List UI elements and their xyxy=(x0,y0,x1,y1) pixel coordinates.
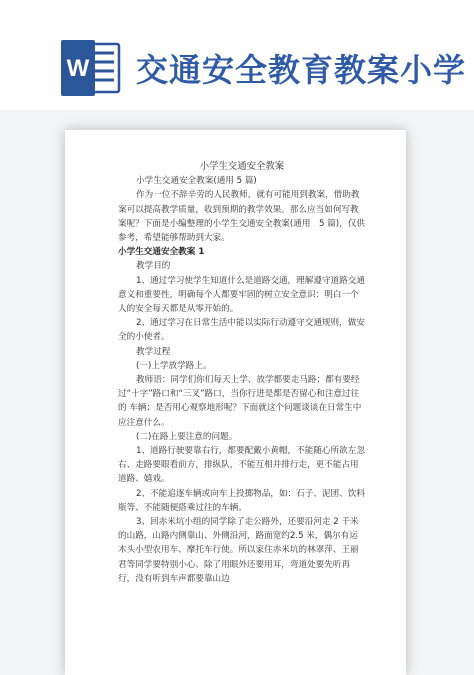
paragraph: 教学过程 xyxy=(136,346,171,357)
section-heading: 小学生交通安全教案 1 xyxy=(118,247,205,258)
svg-text:W: W xyxy=(66,55,90,82)
document-title: 小学生交通安全教案 xyxy=(199,161,285,172)
paragraph: 1、道路行驶要靠右行，都要配戴小黄帽，不能随心所欲左忽右、走路要眼看前方，排纵队，不能互相并排行走，更不能占用道路、嬉戏。 xyxy=(118,446,365,485)
document-body xyxy=(118,160,366,586)
paragraph: 教师语：同学们你们每天上学、放学都要走马路；都有要经过“十字”路口和“三叉”路口，当你行进是都是否留心和注意过往的 车辆；是否用心观察地形呢？下面就这个问题谈谈在日常生中应注意什么。 xyxy=(118,375,362,428)
paragraph: 3、回赤米坑小组的同学除了走公路外，还要沿河走 2 千米的山路，山路内侧靠山、外侧沿河，路面宽约2.5 米，偶尔有运木头小型农用车、摩托车行使。所以家住赤米坑的林翠萍、王丽君等同学要特别小心、除了用眼外还要用耳，弯道处要先听再行，没有听到车声都要靠山边 xyxy=(118,517,359,584)
paragraph: 2、通过学习在日常生活中能以实际行动遵守交通规则，做安全的小使者。 xyxy=(118,318,365,343)
paragraph: (二)在路上要注意的问题。 xyxy=(136,431,238,442)
banner-title: 交通安全教育教案小学 xyxy=(136,51,467,89)
paragraph-list xyxy=(118,174,366,586)
paragraph: 2、不能追逐车辆或向车上投掷物品，如：石子、泥团、饮料瓶等、不能随便搭乘过往的车辆。 xyxy=(118,488,365,513)
paragraph: (一)上学放学路上。 xyxy=(136,360,212,371)
paragraph: 教学目的 xyxy=(136,261,171,272)
paragraph: 作为一位不辞辛劳的人民教师，就有可能用到教案，借助教案可以提高教学质量，收到预期的教学效果。那么应当如何写教案呢？下面是小编整理的小学生交通安全教案(通用 5 篇)，仅供参考，希望能够帮助到大家。 xyxy=(118,190,365,244)
paragraph: 1、通过学习使学生知道什么是道路交通，理解遵守道路交通意义和重要性，明确每个人都要牢固的树立安全意识：明白一个人的安全每天都是从零开始的。 xyxy=(118,275,365,315)
header-banner xyxy=(0,0,474,110)
paragraph: 小学生交通安全教案(通用 5 篇) xyxy=(136,176,257,187)
word-icon xyxy=(59,36,121,100)
